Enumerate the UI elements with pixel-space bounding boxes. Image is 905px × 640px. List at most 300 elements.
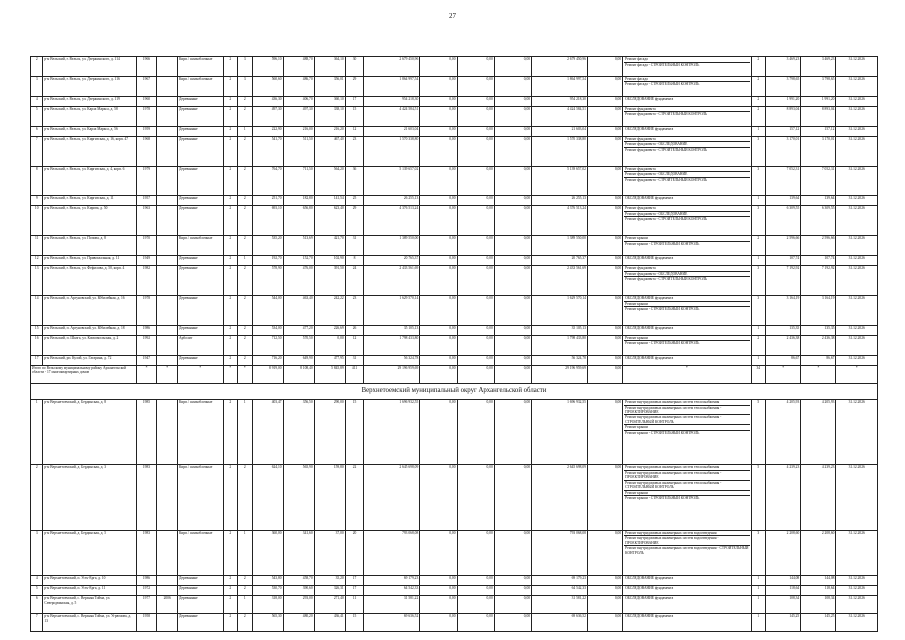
address-cell: р-н Верхнетоемский, д. Бердинская, д. 8 xyxy=(43,400,136,465)
fund-owners: 1 629 570,14 xyxy=(532,296,588,326)
row-number: 5 xyxy=(31,586,43,596)
work-count: 3 xyxy=(751,166,765,196)
fund-owners: 21 603,04 xyxy=(532,126,588,136)
entrances: 2 xyxy=(238,614,252,632)
fund-other: 0,00 xyxy=(587,530,622,576)
entrances: 2 xyxy=(238,236,252,256)
fund-federal: 0,00 xyxy=(420,196,457,206)
address-cell: р-н Вельский, г. Вельск, ул. Карла Маркса, д. 56 xyxy=(43,126,136,136)
fund-other: 0,00 xyxy=(587,166,622,196)
entrances: 2 xyxy=(238,166,252,196)
year-renovated xyxy=(157,355,178,365)
max-cost: 2 436,38 xyxy=(801,335,836,355)
private-area: 0,00 xyxy=(314,335,345,355)
entrances: 1 xyxy=(238,596,252,614)
fund-regional: 0,00 xyxy=(457,256,494,266)
fund-other: 0,00 xyxy=(587,400,622,465)
fund-owners: 2 645 698,09 xyxy=(532,465,588,530)
fund-municipal: 0,00 xyxy=(494,596,531,614)
total-fund-federal: 0,00 xyxy=(420,365,457,383)
specific-cost: 3 170,01 xyxy=(766,136,801,166)
fund-other: 0,00 xyxy=(587,206,622,236)
work-type: ОБСЛЕДОВАНИЕ фундамента xyxy=(625,614,674,619)
entrances: 2 xyxy=(238,106,252,126)
address-cell: р-н Вельский, г. Вельск, ул. Киргизская, д. 16, корп. 47 xyxy=(43,136,136,166)
private-area: 242,22 xyxy=(314,296,345,326)
entrances: 2 xyxy=(238,296,252,326)
work-type: ОБСЛЕДОВАНИЕ фундамента xyxy=(625,586,674,591)
floors: 2 xyxy=(223,196,237,206)
year-renovated xyxy=(157,126,178,136)
address-cell: р-н Вельский, г. Вельск, ул. Киргизская, д. 4, корп. 6 xyxy=(43,166,136,196)
row-number: 7 xyxy=(31,136,43,166)
fund-other: 0,00 xyxy=(587,96,622,106)
fund-federal: 0,00 xyxy=(420,586,457,596)
total-area: 534,00 xyxy=(252,325,283,335)
row-number: 15 xyxy=(31,325,43,335)
work-type: Ремонт фасада xyxy=(624,57,749,63)
fund-regional: 0,00 xyxy=(457,335,494,355)
year-built: 1977 xyxy=(136,596,157,614)
deadline: 31.12.2026 xyxy=(836,335,878,355)
wall-material: Арболит xyxy=(178,335,224,355)
deadline: 31.12.2026 xyxy=(836,166,878,196)
year-built: 1992 xyxy=(136,335,157,355)
work-types-cell xyxy=(623,266,751,296)
row-number: 13 xyxy=(31,266,43,296)
total-area: 596,10 xyxy=(252,57,283,77)
deadline: 31.12.2026 xyxy=(836,196,878,206)
entrances: 2 xyxy=(238,355,252,365)
private-area: 391,50 xyxy=(314,266,345,296)
table-row xyxy=(31,530,878,576)
address-cell: р-н Вельский, г. Вельск, ул. Кирова, д. 50 xyxy=(43,206,136,236)
fund-other: 0,00 xyxy=(587,196,622,206)
living-area: 513,69 xyxy=(283,236,314,256)
private-area: 35,20 xyxy=(314,576,345,586)
total-area: 560,60 xyxy=(252,76,283,96)
sp2-star: * xyxy=(801,365,836,383)
work-type: Ремонт фундамента xyxy=(624,107,749,113)
work-types-cell xyxy=(623,576,751,586)
residents: 15 xyxy=(345,400,364,465)
year-built: 1979 xyxy=(136,166,157,196)
district-1-total xyxy=(31,365,878,383)
work-type: Ремонт крыши xyxy=(624,491,749,497)
fund-regional: 0,00 xyxy=(457,106,494,126)
row-number: 12 xyxy=(31,256,43,266)
work-type: Ремонт внутридомовых инженерных систем водоотведения - СТРОИТЕЛЬНЫЙ КОНТРОЛЬ xyxy=(625,546,749,555)
address-cell: р-н Верхнетоемский, п. Усть-Ерга, д. 11 xyxy=(43,586,136,596)
specific-cost: 86,67 xyxy=(766,355,801,365)
residents: 15 xyxy=(345,106,364,126)
living-area: 486,70 xyxy=(283,76,314,96)
specific-cost: 8 893,04 xyxy=(766,106,801,126)
residents: 25 xyxy=(345,196,364,206)
max-cost: 139,64 xyxy=(801,196,836,206)
living-area: 182,80 xyxy=(283,196,314,206)
entrances: 2 xyxy=(238,325,252,335)
fund-municipal: 0,00 xyxy=(494,355,531,365)
floors: 2 xyxy=(223,126,237,136)
material-star: * xyxy=(178,365,224,383)
fund-other: 0,00 xyxy=(587,106,622,126)
specific-cost: 2 436,38 xyxy=(766,335,801,355)
living-area: 356,50 xyxy=(283,400,314,465)
fund-federal: 0,00 xyxy=(420,57,457,77)
specific-cost: 145,25 xyxy=(766,614,801,632)
fund-federal: 0,00 xyxy=(420,596,457,614)
fund-municipal: 0,00 xyxy=(494,576,531,586)
work-count: 2 xyxy=(751,236,765,256)
fund-other: 0,00 xyxy=(587,614,622,632)
date-star: * xyxy=(836,365,878,383)
private-area: 37,00 xyxy=(314,530,345,576)
total-fund-municipal: 0,00 xyxy=(494,365,531,383)
fund-municipal: 0,00 xyxy=(494,236,531,256)
fund-municipal: 0,00 xyxy=(494,196,531,206)
entrances: 2 xyxy=(238,136,252,166)
year-renovated xyxy=(157,400,178,465)
fund-owners: 1 696 932,55 xyxy=(532,400,588,465)
max-cost: 107,74 xyxy=(801,256,836,266)
private-area: 421,70 xyxy=(314,236,345,256)
fund-other: 0,00 xyxy=(587,296,622,326)
work-type: Ремонт фундамента xyxy=(624,137,749,143)
work-count: 3 xyxy=(751,296,765,326)
wall-material: Кирп./ шлакоблочные xyxy=(178,465,224,530)
address-cell: р-н Вельский, г. Вельск, ул. Привокзальная, д. 11 xyxy=(43,256,136,266)
residents: 23 xyxy=(345,296,364,326)
work-types-cell xyxy=(623,355,751,365)
fund-regional: 0,00 xyxy=(457,596,494,614)
work-count: 3 xyxy=(751,530,765,576)
fund-regional: 0,00 xyxy=(457,325,494,335)
year-built: 1960 xyxy=(136,96,157,106)
specific-cost: 1 991,20 xyxy=(766,96,801,106)
total-cost: 35 105,13 xyxy=(364,325,420,335)
fund-regional: 0,00 xyxy=(457,166,494,196)
total-cost: 793 068,08 xyxy=(364,530,420,576)
work-count: 2 xyxy=(751,57,765,77)
total-area: 497,30 xyxy=(252,106,283,126)
fund-regional: 0,00 xyxy=(457,236,494,256)
max-cost: 7 192,92 xyxy=(801,266,836,296)
fund-municipal: 0,00 xyxy=(494,400,531,465)
fund-regional: 0,00 xyxy=(457,576,494,586)
row-number: 3 xyxy=(31,530,43,576)
fund-other: 0,00 xyxy=(587,465,622,530)
work-type: Ремонт фундамента - ОБСЛЕДОВАНИЕ xyxy=(624,272,749,278)
specific-cost: 7 052,31 xyxy=(766,166,801,196)
table-row xyxy=(31,57,878,77)
year-renovated xyxy=(157,96,178,106)
total-area: 764,70 xyxy=(252,166,283,196)
private-area: 364,10 xyxy=(314,57,345,77)
total-cost: 20 765,37 xyxy=(364,256,420,266)
max-cost: 86,67 xyxy=(801,355,836,365)
specific-cost: 7 192,92 xyxy=(766,266,801,296)
fund-municipal: 0,00 xyxy=(494,586,531,596)
floors: 2 xyxy=(223,325,237,335)
private-area: 226,69 xyxy=(314,325,345,335)
entrances: 2 xyxy=(238,196,252,206)
work-types-cell xyxy=(623,596,751,614)
fund-owners: 2 433 561,69 xyxy=(532,266,588,296)
row-number: 5 xyxy=(31,106,43,126)
address-cell: р-н Верхнетоемский, с. Верхняя Тойма, ул. Северодвинская, д. 5 xyxy=(43,596,136,614)
work-count: 1 xyxy=(751,126,765,136)
year-renovated xyxy=(157,166,178,196)
row-number: 2 xyxy=(31,465,43,530)
fund-owners: 20 765,37 xyxy=(532,256,588,266)
fund-owners: 69 636,52 xyxy=(532,614,588,632)
year-renovated xyxy=(157,530,178,576)
work-type: Ремонт фасада - СТРОИТЕЛЬНЫЙ КОНТРОЛЬ xyxy=(625,62,700,67)
total-cost: 56 324,78 xyxy=(364,355,420,365)
total-private-area: 5 845,89 xyxy=(314,365,345,383)
total-cost: 26 255,13 xyxy=(364,196,420,206)
fund-owners: 2 679 450,96 xyxy=(532,57,588,77)
fund-owners: 31 581,22 xyxy=(532,596,588,614)
table-row xyxy=(31,236,878,256)
work-type: Ремонт фундамента - ОБСЛЕДОВАНИЕ xyxy=(624,172,749,178)
wall-material: Деревянные xyxy=(178,266,224,296)
fund-regional: 0,00 xyxy=(457,126,494,136)
work-type: Ремонт фундамента - ОБСЛЕДОВАНИЕ xyxy=(624,142,749,148)
residents: 17 xyxy=(345,96,364,106)
fund-regional: 0,00 xyxy=(457,136,494,166)
fund-federal: 0,00 xyxy=(420,136,457,166)
fund-regional: 0,00 xyxy=(457,355,494,365)
total-area: 530,70 xyxy=(252,586,283,596)
fund-other: 0,00 xyxy=(587,76,622,96)
deadline: 31.12.2026 xyxy=(836,465,878,530)
fund-federal: 0,00 xyxy=(420,465,457,530)
work-type: Ремонт фундамента - СТРОИТЕЛЬНЫЙ КОНТРОЛЬ xyxy=(625,112,708,117)
residents: 12 xyxy=(345,335,364,355)
fund-owners: 793 068,08 xyxy=(532,530,588,576)
page-number: 27 xyxy=(449,12,456,20)
wall-material: Кирп./ шлакоблочные xyxy=(178,76,224,96)
residents: 22 xyxy=(345,465,364,530)
row-number: 6 xyxy=(31,126,43,136)
row-number: 1 xyxy=(31,400,43,465)
work-types-cell xyxy=(623,400,751,465)
living-area: 458,70 xyxy=(283,576,314,586)
living-area: 570,50 xyxy=(283,335,314,355)
residents: 30 xyxy=(345,57,364,77)
private-area: 360,10 xyxy=(314,96,345,106)
work-type: Ремонт фундамента xyxy=(624,206,749,212)
fund-owners: 5 139 657,02 xyxy=(532,166,588,196)
total-area: 360,00 xyxy=(252,530,283,576)
floors: 2 xyxy=(223,256,237,266)
max-cost: 1 991,20 xyxy=(801,96,836,106)
total-cost: 1 570 338,80 xyxy=(364,136,420,166)
table-row xyxy=(31,335,878,355)
work-type: ОБСЛЕДОВАНИЕ фундамента xyxy=(625,355,674,360)
work-type: ОБСЛЕДОВАНИЕ фундамента xyxy=(625,126,674,131)
work-types-cell xyxy=(623,325,751,335)
max-cost: 157,12 xyxy=(801,126,836,136)
residents: 24 xyxy=(345,266,364,296)
entrances: 2 xyxy=(238,586,252,596)
entrances: 1 xyxy=(238,256,252,266)
floors: 2 xyxy=(223,57,237,77)
floors: 2 xyxy=(223,206,237,236)
floors: 2 xyxy=(223,236,237,256)
total-area: 318,00 xyxy=(252,596,283,614)
total-cost: 5 139 657,02 xyxy=(364,166,420,196)
year-built: 1985 xyxy=(136,400,157,465)
fund-regional: 0,00 xyxy=(457,196,494,206)
sp1-star: * xyxy=(766,365,801,383)
work-type: Ремонт крыши - СТРОИТЕЛЬНЫЙ КОНТРОЛЬ xyxy=(625,430,700,435)
work-type: Ремонт крыши - СТРОИТЕЛЬНЫЙ КОНТРОЛЬ xyxy=(625,307,700,312)
year-star: * xyxy=(136,365,157,383)
address-cell: р-н Вельский, п. Шалга, ул. Комсомольская, д. 2 xyxy=(43,335,136,355)
fund-regional: 0,00 xyxy=(457,586,494,596)
total-cost: 2 645 698,09 xyxy=(364,465,420,530)
total-cost: 4 424 584,51 xyxy=(364,106,420,126)
fund-federal: 0,00 xyxy=(420,325,457,335)
work-count: 3 xyxy=(751,136,765,166)
work-types-cell xyxy=(623,106,751,126)
year-renovated xyxy=(157,256,178,266)
max-cost: 3 798,65 xyxy=(801,76,836,96)
row-number: 3 xyxy=(31,76,43,96)
year-renovated xyxy=(157,206,178,236)
floors: 2 xyxy=(223,400,237,465)
work-type: ОБСЛЕДОВАНИЕ фундамента xyxy=(625,256,674,261)
table-row xyxy=(31,206,878,236)
living-area: 477,20 xyxy=(283,325,314,335)
fund-owners: 954 218,30 xyxy=(532,96,588,106)
fund-regional: 0,00 xyxy=(457,96,494,106)
fund-municipal: 0,00 xyxy=(494,465,531,530)
wall-material: Деревянные xyxy=(178,596,224,614)
deadline: 31.12.2026 xyxy=(836,256,878,266)
year-built: 1967 xyxy=(136,76,157,96)
fund-federal: 0,00 xyxy=(420,530,457,576)
deadline: 31.12.2026 xyxy=(836,96,878,106)
year-renovated xyxy=(157,296,178,326)
year-renovated xyxy=(157,614,178,632)
fund-federal: 0,00 xyxy=(420,236,457,256)
living-area: 390,60 xyxy=(283,586,314,596)
max-cost: 7 052,31 xyxy=(801,166,836,196)
wall-material: Деревянные xyxy=(178,106,224,126)
fund-municipal: 0,00 xyxy=(494,126,531,136)
specific-cost: 157,12 xyxy=(766,126,801,136)
fund-municipal: 0,00 xyxy=(494,266,531,296)
living-area: 649,90 xyxy=(283,355,314,365)
address-cell: р-н Верхнетоемский, д. Бердинская, д. 5 xyxy=(43,530,136,576)
wall-material: Деревянные xyxy=(178,256,224,266)
work-types-cell xyxy=(623,136,751,166)
year-built: 1982 xyxy=(136,266,157,296)
max-cost: 118,64 xyxy=(801,586,836,596)
private-area: 436,41 xyxy=(314,614,345,632)
work-types-cell xyxy=(623,166,751,196)
residents: 31 xyxy=(345,355,364,365)
repair-register-table xyxy=(30,56,878,632)
total-area: 535,20 xyxy=(252,236,283,256)
fund-owners: 1 864 997,54 xyxy=(532,76,588,96)
total-cost: 1 798 433,80 xyxy=(364,335,420,355)
year-built: 1970 xyxy=(136,236,157,256)
specific-cost: 6 309,55 xyxy=(766,206,801,236)
living-area: 711,50 xyxy=(283,166,314,196)
work-type: Ремонт крыши xyxy=(624,336,749,342)
floors: 2 xyxy=(223,530,237,576)
work-type: Ремонт внутридомовых инженерных систем теплоснабжения - СТРОИТЕЛЬНЫЙ КОНТРОЛЬ xyxy=(624,481,749,491)
wall-material: Деревянные xyxy=(178,325,224,335)
wall-material: Деревянные xyxy=(178,196,224,206)
row-number: 4 xyxy=(31,96,43,106)
wall-material: Деревянные xyxy=(178,166,224,196)
work-types-cell xyxy=(623,256,751,266)
floors: 2 xyxy=(223,296,237,326)
row-number: 10 xyxy=(31,206,43,236)
table-row xyxy=(31,296,878,326)
floors: 2 xyxy=(223,355,237,365)
works-star: * xyxy=(623,365,751,383)
year-renovated xyxy=(157,136,178,166)
fund-owners: 4 424 584,51 xyxy=(532,106,588,126)
specific-cost: 4 239,23 xyxy=(766,465,801,530)
work-types-cell xyxy=(623,614,751,632)
fund-federal: 0,00 xyxy=(420,96,457,106)
deadline: 31.12.2026 xyxy=(836,325,878,335)
entrances: 2 xyxy=(238,266,252,296)
row-number: 7 xyxy=(31,614,43,632)
total-cost: 31 581,22 xyxy=(364,596,420,614)
total-fund-owners: 29 196 959,69 xyxy=(532,365,588,383)
floors: 2 xyxy=(223,76,237,96)
wall-material: Деревянные xyxy=(178,206,224,236)
work-types-cell xyxy=(623,206,751,236)
entrances: 1 xyxy=(238,400,252,465)
wall-material: Деревянные xyxy=(178,355,224,365)
deadline: 31.12.2026 xyxy=(836,296,878,326)
deadline: 31.12.2026 xyxy=(836,76,878,96)
section-title: Верхнетоемский муниципальный округ Архангельской области xyxy=(31,383,878,399)
total-row xyxy=(31,365,878,383)
max-cost: 2 208,60 xyxy=(801,530,836,576)
row-number: 16 xyxy=(31,335,43,355)
total-label: Итого по Вельскому муниципальному району Архангельской области - 17 многоквартирных домов xyxy=(31,365,137,383)
living-area: 565,90 xyxy=(283,465,314,530)
address-cell: р-н Верхнетоемский, п. Усть-Ерга, д. 10 xyxy=(43,576,136,586)
fund-federal: 0,00 xyxy=(420,76,457,96)
work-type: Ремонт крыши - СТРОИТЕЛЬНЫЙ КОНТРОЛЬ xyxy=(625,341,700,346)
work-type: Ремонт фасада xyxy=(624,77,749,83)
work-type: Ремонт крыши xyxy=(624,236,749,242)
deadline: 31.12.2026 xyxy=(836,266,878,296)
address-cell: р-н Верхнетоемский, д. Бердинская, д. 3 xyxy=(43,465,136,530)
total-cost: 69 179,23 xyxy=(364,576,420,586)
year-built: 1958 xyxy=(136,614,157,632)
work-type: Ремонт фундамента - СТРОИТЕЛЬНЫЙ КОНТРОЛЬ xyxy=(625,177,708,182)
residents: 26 xyxy=(345,325,364,335)
max-cost: 6 309,55 xyxy=(801,206,836,236)
year-renovated xyxy=(157,57,178,77)
max-cost: 135,35 xyxy=(801,325,836,335)
fund-municipal: 0,00 xyxy=(494,256,531,266)
work-type: Ремонт внутридомовых инженерных систем теплоснабжения xyxy=(624,465,749,471)
